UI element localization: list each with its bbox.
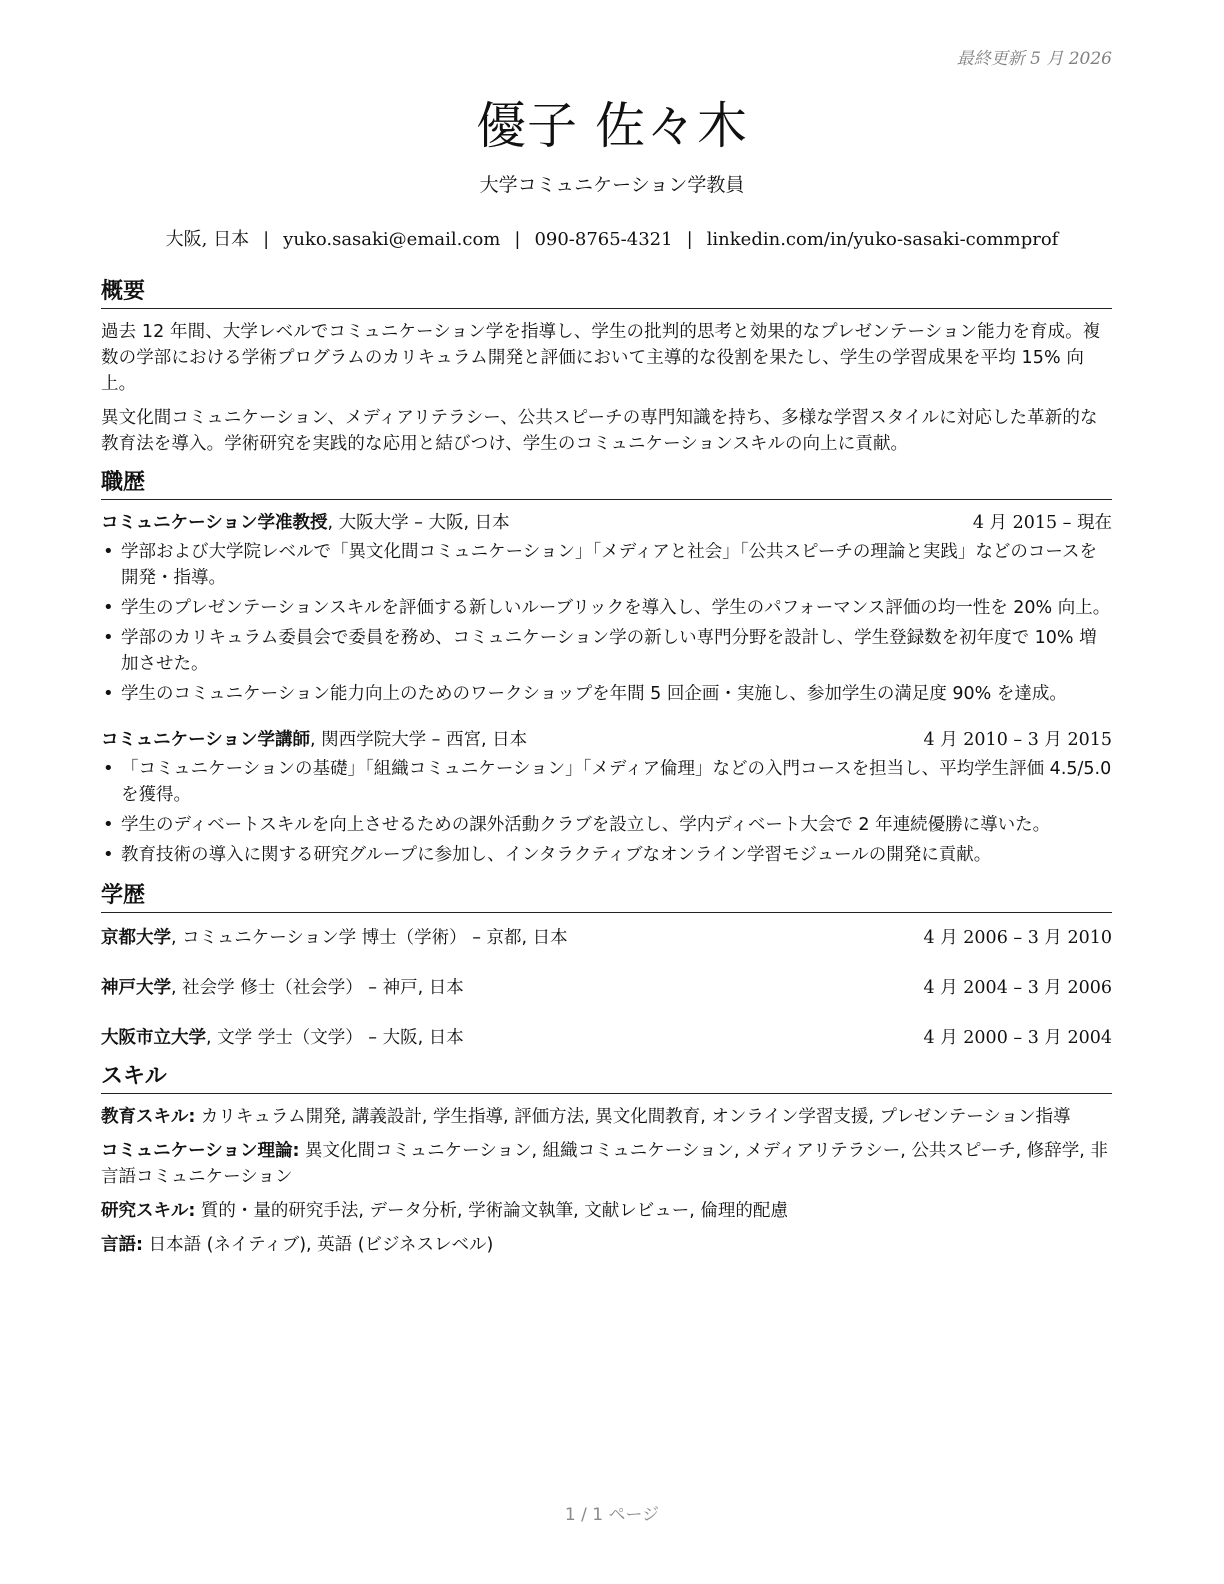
education-dates: 4 月 2006 – 3 月 2010 (923, 928, 1112, 948)
skill-row (101, 1198, 1112, 1224)
job-bullets (101, 539, 1112, 707)
summary-paragraph: 異文化間コミュニケーション、メディアリテラシー、公共スピーチの専門知識を持ち、多様な学習スタイルに対応した革新的な教育法を導入。学術研究を実践的な応用と結びつけ、学生のコミュニケーションスキルの向上に貢献。 (101, 408, 1098, 454)
last-updated: 最終更新 5 月 2026 (956, 49, 1112, 69)
education-heading: 学歴 (101, 882, 1112, 913)
experience-heading: 職歴 (101, 469, 1112, 500)
job-header (101, 727, 1112, 753)
person-name: 優子 佐々木 (476, 97, 748, 155)
skill-row (101, 1104, 1112, 1130)
education-school: 神戸大学 (101, 978, 171, 998)
education-entry (101, 975, 1112, 1001)
contact-separator: | (686, 229, 693, 250)
education-dates: 4 月 2000 – 3 月 2004 (923, 1028, 1112, 1048)
summary-paragraph: 過去 12 年間、大学レベルでコミュニケーション学を指導し、学生の批判的思考と効果的なプレゼンテーション能力を育成。複数の学部における学術プログラムのカリキュラム開発と評価において主導的な役割を果たし、学生の学習成果を平均 15% 向上。 (101, 322, 1101, 394)
skill-label: 教育スキル: (101, 1107, 196, 1127)
skill-value: 質的・量的研究手法, データ分析, 学術論文執筆, 文献レビュー, 倫理的配慮 (195, 1201, 788, 1221)
contact-phone[interactable]: 090-8765-4321 (534, 229, 673, 250)
skill-value: カリキュラム開発, 講義設計, 学生指導, 評価方法, 異文化間教育, オンライン学習支援, プレゼンテーション指導 (195, 1107, 1071, 1127)
education-entry (101, 925, 1112, 951)
skill-label: 研究スキル: (101, 1201, 196, 1221)
job-dates: 4 月 2010 – 3 月 2015 (923, 730, 1112, 750)
education-detail: , 社会学 修士（社会学） – 神戸, 日本 (171, 978, 464, 998)
education-detail: , コミュニケーション学 博士（学術） – 京都, 日本 (171, 928, 568, 948)
contact-location: 大阪, 日本 (165, 229, 250, 250)
contact-email[interactable]: yuko.sasaki@email.com (283, 229, 501, 250)
list-item: • 学生のプレゼンテーションスキルを評価する新しいルーブリックを導入し、学生のパフォーマンス評価の均一性を 20% 向上。 (101, 595, 1112, 621)
person-role: 大学コミュニケーション学教員 (479, 174, 745, 196)
list-item: • 学生のディベートスキルを向上させるための課外活動クラブを設立し、学内ディベート大会で 2 年連続優勝に導いた。 (101, 812, 1112, 838)
contact-line (0, 225, 1224, 251)
skill-label: 言語: (101, 1235, 143, 1255)
contact-separator: | (263, 229, 270, 250)
job-position: コミュニケーション学准教授 (101, 513, 328, 533)
contact-separator: | (514, 229, 521, 250)
skill-value: 異文化間コミュニケーション, 組織コミュニケーション, メディアリテラシー, 公共スピーチ, 修辞学, 非言語コミュニケーション (101, 1141, 1108, 1187)
summary-heading: 概要 (101, 278, 1112, 309)
skill-row (101, 1232, 1112, 1258)
resume-content (101, 278, 1112, 1266)
list-item: • 教育技術の導入に関する研究グループに参加し、インタラクティブなオンライン学習モジュールの開発に貢献。 (101, 842, 1112, 868)
list-item: • 学部のカリキュラム委員会で委員を務め、コミュニケーション学の新しい専門分野を設計し、学生登録数を初年度で 10% 増加させた。 (101, 625, 1112, 677)
education-school: 京都大学 (101, 928, 171, 948)
skills-heading: スキル (101, 1063, 1112, 1094)
contact-linkedin[interactable]: linkedin.com/in/yuko-sasaki-commprof (706, 229, 1059, 250)
education-school: 大阪市立大学 (101, 1028, 206, 1048)
page-indicator: 1 / 1 ページ (564, 1505, 660, 1525)
list-item: • 「コミュニケーションの基礎」「組織コミュニケーション」「メディア倫理」などの入門コースを担当し、平均学生評価 4.5/5.0 を獲得。 (101, 756, 1112, 808)
job-dates: 4 月 2015 – 現在 (972, 513, 1112, 533)
education-detail: , 文学 学士（文学） – 大阪, 日本 (206, 1028, 464, 1048)
education-entry (101, 1025, 1112, 1051)
job-org: , 大阪大学 – 大阪, 日本 (327, 513, 510, 533)
skill-row (101, 1138, 1112, 1190)
list-item: • 学生のコミュニケーション能力向上のためのワークショップを年間 5 回企画・実施し、参加学生の満足度 90% を達成。 (101, 681, 1112, 707)
skill-value: 日本語 (ネイティブ), 英語 (ビジネスレベル) (143, 1235, 494, 1255)
skill-label: コミュニケーション理論: (101, 1141, 300, 1161)
education-dates: 4 月 2004 – 3 月 2006 (923, 978, 1112, 998)
job-entry (101, 727, 1112, 868)
job-header (101, 510, 1112, 536)
list-item: • 学部および大学院レベルで「異文化間コミュニケーション」「メディアと社会」「公共スピーチの理論と実践」などのコースを開発・指導。 (101, 539, 1112, 591)
job-entry (101, 510, 1112, 707)
job-bullets (101, 756, 1112, 868)
job-org: , 関西学院大学 – 西宮, 日本 (309, 730, 528, 750)
job-position: コミュニケーション学講師 (101, 730, 310, 750)
